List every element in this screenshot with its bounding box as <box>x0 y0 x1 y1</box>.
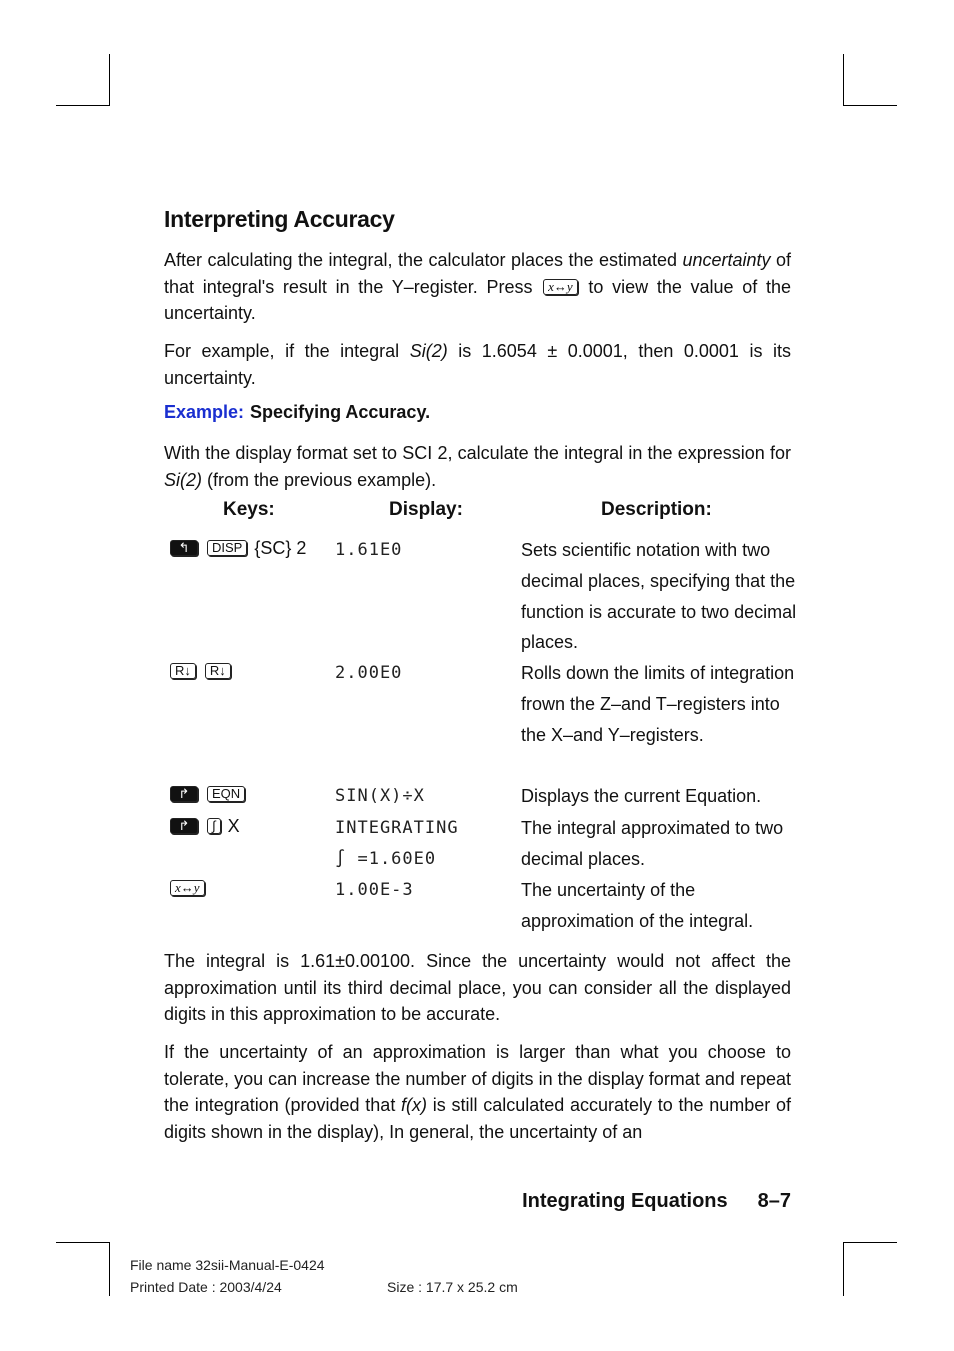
example-label: Example: <box>164 402 245 422</box>
disp-key: DISP <box>207 540 247 556</box>
meta-filename: File name 32sii-Manual-E-0424 <box>130 1257 325 1273</box>
crop-mark <box>56 105 110 106</box>
table-row-description: The integral approximated to two decimal places. <box>521 818 784 869</box>
header-description: Description: <box>601 499 712 520</box>
crop-mark <box>109 54 110 106</box>
table-row-display: 1.00E-3 <box>335 880 414 900</box>
shift-right-key: ↱ <box>170 818 198 834</box>
paragraph-intro: After calculating the integral, the calculator places the estimated uncertainty of that integral's result in the Y–register. Press x↔y to view the value of the uncertainty. <box>164 250 791 323</box>
table-row-display: INTEGRATING ∫ =1.60E0 <box>335 818 459 869</box>
roll-down-key: R↓ <box>205 663 231 679</box>
roll-down-key: R↓ <box>170 663 196 679</box>
table-row-keys: ↰ DISP {SC} 2 <box>168 538 306 559</box>
table-row-keys <box>168 661 233 682</box>
table-row-display: SIN(X)÷X <box>335 786 425 806</box>
paragraph-result: The integral is 1.61±0.00100. Since the uncertainty would not affect the approximation until its third decimal place, you can consider all the displayed digits in this approximation to be accurate. <box>164 951 791 1024</box>
table-row-description: Displays the current Equation. <box>521 786 762 806</box>
crop-mark <box>843 54 844 106</box>
eqn-key: EQN <box>207 786 245 802</box>
table-row-keys: ↱ ∫ X <box>168 816 240 837</box>
table-row-keys <box>168 878 207 899</box>
crop-mark <box>843 1242 897 1243</box>
example-heading <box>164 402 430 423</box>
table-row-description: The uncertainty of the approximation of the integral. <box>521 880 754 931</box>
table-row-description: Sets scientific notation with two decimal places, specifying that the function is accurate to two decimal places. <box>521 540 797 653</box>
crop-mark <box>56 1242 110 1243</box>
shift-left-key: ↰ <box>170 540 198 556</box>
example-title: Specifying Accuracy. <box>250 402 431 422</box>
footer-section-title: Integrating Equations <box>522 1190 728 1212</box>
xy-swap-key: x↔y <box>170 880 205 896</box>
header-display: Display: <box>389 499 463 520</box>
integral-key: ∫ <box>207 818 221 834</box>
crop-mark <box>843 105 897 106</box>
paragraph-example-value: For example, if the integral Si(2) is 1.6054 ± 0.0001, then 0.0001 is its uncertainty. <box>164 341 791 388</box>
section-heading: Interpreting Accuracy <box>164 206 395 232</box>
page-footer <box>522 1190 791 1213</box>
crop-mark <box>843 1242 844 1296</box>
table-row-keys <box>168 784 247 805</box>
paragraph-example-setup: With the display format set to SCI 2, calculate the integral in the expression for Si(2) (from the previous example). <box>164 443 791 490</box>
table-row-display: 2.00E0 <box>335 663 403 683</box>
crop-mark <box>109 1242 110 1296</box>
paragraph-tolerance: If the uncertainty of an approximation is larger than what you choose to tolerate, you can increase the number of digits in the display format and repeat the integration (provided that f(x) is still calculated accurately to the number of digits shown in the display), In general, the uncertainty of an <box>164 1042 791 1142</box>
xy-swap-key: x↔y <box>543 279 578 295</box>
shift-right-key: ↱ <box>170 786 198 802</box>
page-number: 8–7 <box>757 1190 791 1212</box>
header-keys: Keys: <box>223 499 275 520</box>
meta-size: Size : 17.7 x 25.2 cm <box>387 1279 518 1295</box>
meta-printed-date: Printed Date : 2003/4/24 <box>130 1279 282 1295</box>
table-row-description: Rolls down the limits of integration frown the Z–and T–registers into the X–and Y–registers. <box>521 663 795 745</box>
table-row-display: 1.61E0 <box>335 540 403 560</box>
